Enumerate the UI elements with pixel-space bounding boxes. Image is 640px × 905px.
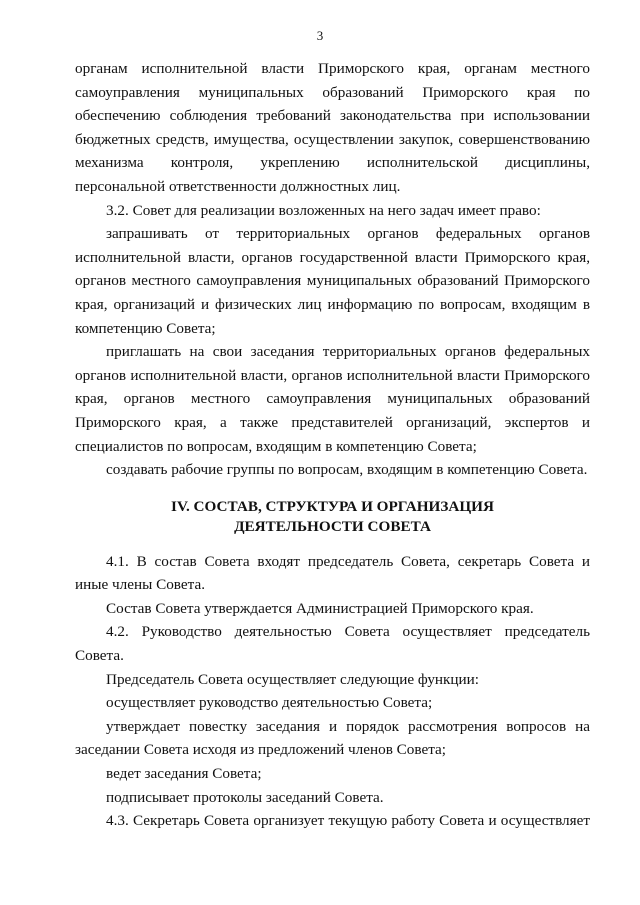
paragraph-chair-signs: подписывает протоколы заседаний Совета. [106, 788, 384, 806]
paragraph-right-working-groups: создавать рабочие группы по вопросам, входящим в компетенцию Совета. [106, 461, 588, 479]
paragraph-chair-leads: осуществляет руководство деятельностью Совета; [106, 694, 433, 712]
section-heading-line2: ДЕЯТЕЛЬНОСТИ СОВЕТА [234, 517, 431, 535]
paragraph-chair-functions: Председатель Совета осуществляет следующие функции: [106, 670, 480, 688]
paragraph-right-request: запрашивать от территориальных органов федеральных органов исполнительной власти, органов государственной власти Приморского края, органов местного самоуправления муниципальных образований Приморского края, организаций и физических лиц информацию по вопросам, входящим в компетенцию Совета; [75, 225, 590, 337]
paragraph-4-3: 4.3. Секретарь Совета организует текущую работу Совета и осуществляет [106, 812, 590, 830]
paragraph-chair-agenda: утверждает повестку заседания и порядок рассмотрения вопросов на заседании Совета исходя из предложений членов Совета; [75, 717, 590, 759]
page-number: 3 [316, 28, 324, 43]
document-body [75, 57, 590, 833]
paragraph-4-1: 4.1. В состав Совета входят председатель Совета, секретарь Совета и иные члены Совета. [75, 552, 590, 594]
paragraph-oversight-continuation: органам исполнительной власти Приморского края, органам местного самоуправления муниципальных образований Приморского края по обеспечению соблюдения требований законодательства при использовании бюджетных средств, имущества, осуществлении закупок, совершенствованию механизма контроля, укреплению исполнительской дисциплины, персональной ответственности должностных лиц. [75, 60, 590, 195]
paragraph-composition: Состав Совета утверждается Администрацией Приморского края. [106, 599, 534, 617]
section-heading [75, 497, 590, 537]
paragraph-right-invite: приглашать на свои заседания территориальных органов федеральных органов исполнительной власти, органов исполнительной власти Приморского края, органов местного самоуправления муниципальных образований Приморского края, а также представителей организаций, экспертов и специалистов по вопросам, входящим в компетенцию Совета; [75, 343, 590, 455]
section-heading-line1: IV. СОСТАВ, СТРУКТУРА И ОРГАНИЗАЦИЯ [171, 497, 494, 515]
paragraph-4-2: 4.2. Руководство деятельностью Совета осуществляет председатель Совета. [75, 623, 590, 665]
paragraph-3-2: 3.2. Совет для реализации возложенных на него задач имеет право: [106, 201, 541, 219]
paragraph-chair-conducts: ведет заседания Совета; [106, 765, 262, 783]
